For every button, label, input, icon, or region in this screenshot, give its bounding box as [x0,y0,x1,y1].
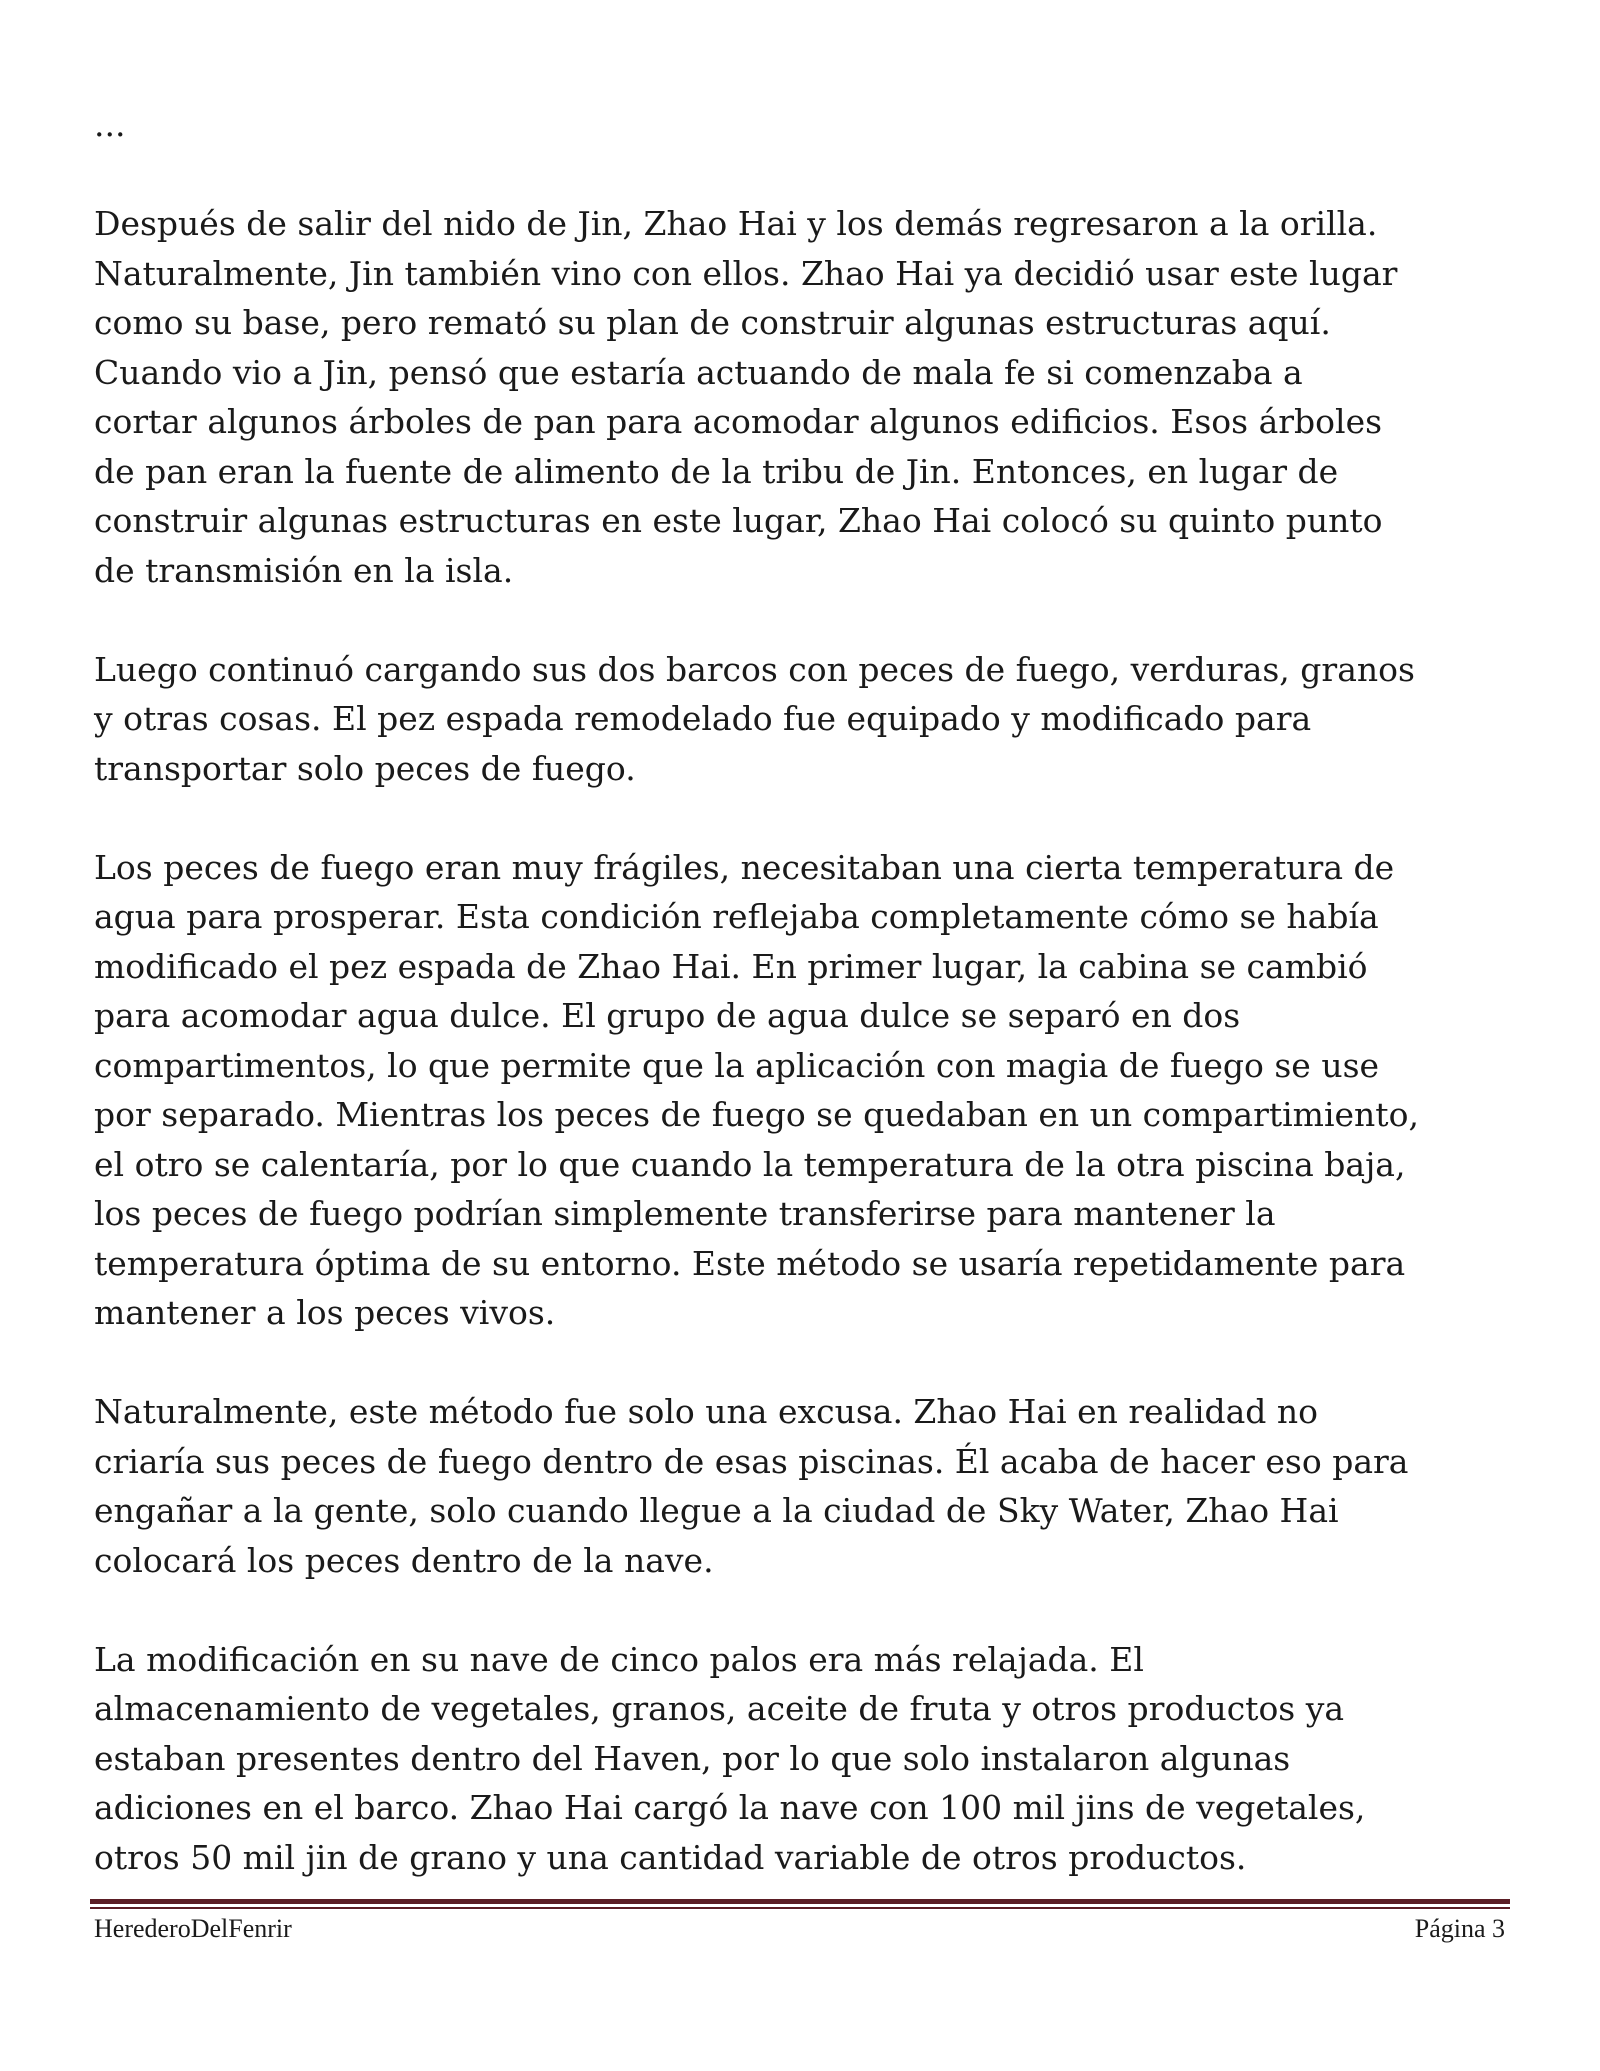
text-line: Los peces de fuego eran muy frágiles, necesitaban una cierta temperatura de [94,847,1395,887]
paragraph-3 [94,843,1514,1338]
text-line: el otro se calentaría, por lo que cuando la temperatura de la otra piscina baja, [94,1144,1406,1184]
text-line: Después de salir del nido de Jin, Zhao Hai y los demás regresaron a la orilla. [94,204,1378,243]
text-line: adiciones en el barco. Zhao Hai cargó la nave con 100 mil jins de vegetales, [94,1788,1366,1827]
paragraph-4 [94,1387,1514,1585]
paragraph-5 [94,1635,1514,1883]
footer-divider-thick [90,1899,1510,1904]
text-line: por separado. Mientras los peces de fuego se quedaban en un compartimiento, [94,1095,1419,1134]
text-line: Luego continuó cargando sus dos barcos con peces de fuego, verduras, granos [94,649,1415,689]
text-line: temperatura óptima de su entorno. Este método se usaría repetidamente para [94,1243,1406,1283]
text-line: para acomodar agua dulce. El grupo de agua dulce se separó en dos [94,996,1241,1035]
text-line: modificado el pez espada de Zhao Hai. En primer lugar, la cabina se cambió [94,946,1368,986]
text-line: como su base, pero remató su plan de construir algunas estructuras aquí. [94,303,1331,342]
text-line: los peces de fuego podrían simplemente transferirse para mantener la [94,1194,1276,1233]
text-line: estaban presentes dentro del Haven, por lo que solo instalaron algunas [94,1738,1291,1778]
text-line: La modificación en su nave de cinco palos era más relajada. El [94,1639,1144,1679]
text-line: almacenamiento de vegetales, granos, aceite de fruta y otros productos ya [94,1689,1345,1728]
footer-author: HerederoDelFenrir [94,1914,292,1943]
text-line: colocará los peces dentro de la nave. [94,1540,714,1580]
text-line: agua para prosperar. Esta condición reflejaba completamente cómo se había [94,897,1379,936]
text-line: construir algunas estructuras en este lugar, Zhao Hai colocó su quinto punto [94,501,1383,540]
text-line: criaría sus peces de fuego dentro de esas piscinas. Él acaba de hacer eso para [94,1441,1409,1481]
footer-divider-thin [90,1907,1510,1909]
text-line: engañar a la gente, solo cuando llegue a la ciudad de Sky Water, Zhao Hai [94,1491,1339,1530]
section-ellipsis: ... [94,105,126,144]
text-line: Naturalmente, este método fue solo una excusa. Zhao Hai en realidad no [94,1392,1319,1431]
text-line: de pan eran la fuente de alimento de la tribu de Jin. Entonces, en lugar de [94,451,1339,491]
page-number: Página 3 [1414,1914,1505,1943]
text-line: transportar solo peces de fuego. [94,748,636,788]
paragraph-2 [94,645,1514,794]
text-line: de transmisión en la isla. [94,550,514,590]
text-line: mantener a los peces vivos. [94,1293,556,1332]
text-line: otros 50 mil jin de grano y una cantidad variable de otros productos. [94,1837,1247,1877]
paragraph-1 [94,199,1514,595]
text-line: Cuando vio a Jin, pensó que estaría actuando de mala fe si comenzaba a [94,352,1303,392]
text-line: y otras cosas. El pez espada remodelado fue equipado y modificado para [94,699,1312,738]
document-body [94,100,1514,1882]
text-line: Naturalmente, Jin también vino con ellos. Zhao Hai ya decidió usar este lugar [94,253,1398,293]
text-line: compartimentos, lo que permite que la aplicación con magia de fuego se use [94,1045,1380,1085]
text-line: cortar algunos árboles de pan para acomodar algunos edificios. Esos árboles [94,402,1383,441]
